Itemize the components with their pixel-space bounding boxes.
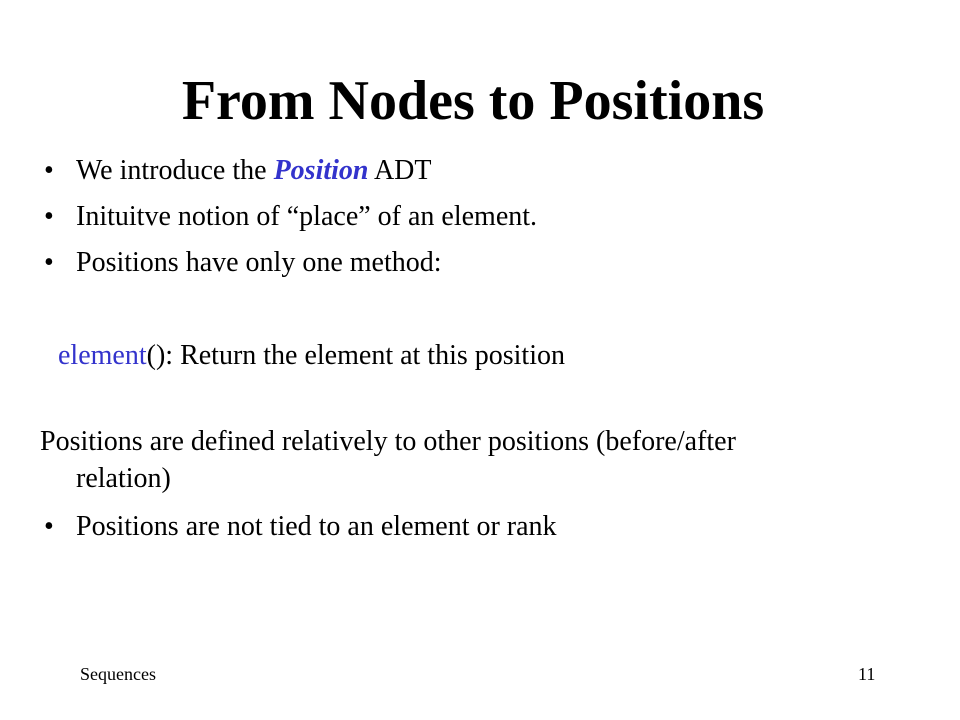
bullet-one-method: Positions have only one method: xyxy=(76,247,442,278)
bullet-introduce-position xyxy=(76,154,431,188)
bullet-marker: • xyxy=(44,247,54,278)
bullet-place-notion: Inituitve notion of “place” of an element. xyxy=(76,201,538,232)
bullet-text-post: ADT xyxy=(368,155,432,186)
bullet-not-tied: Positions are not tied to an element or rank xyxy=(76,511,557,542)
footer-section-name: Sequences xyxy=(80,664,156,684)
method-signature: (): xyxy=(146,340,174,371)
method-name: element xyxy=(58,340,147,371)
paragraph-line-1: Positions are defined relatively to other positions (before/after xyxy=(40,426,736,457)
position-term: Position xyxy=(273,155,369,186)
slide-title: From Nodes to Positions xyxy=(181,70,765,132)
bullet-marker: • xyxy=(44,155,54,186)
bullet-text-pre: We introduce the xyxy=(76,155,274,186)
bullet-marker: • xyxy=(44,201,54,232)
paragraph-line-2: relation) xyxy=(76,463,171,494)
method-description: Return the element at this position xyxy=(180,340,565,371)
footer-page-number: 11 xyxy=(858,664,876,684)
method-line xyxy=(58,339,565,373)
bullet-marker: • xyxy=(44,511,54,542)
